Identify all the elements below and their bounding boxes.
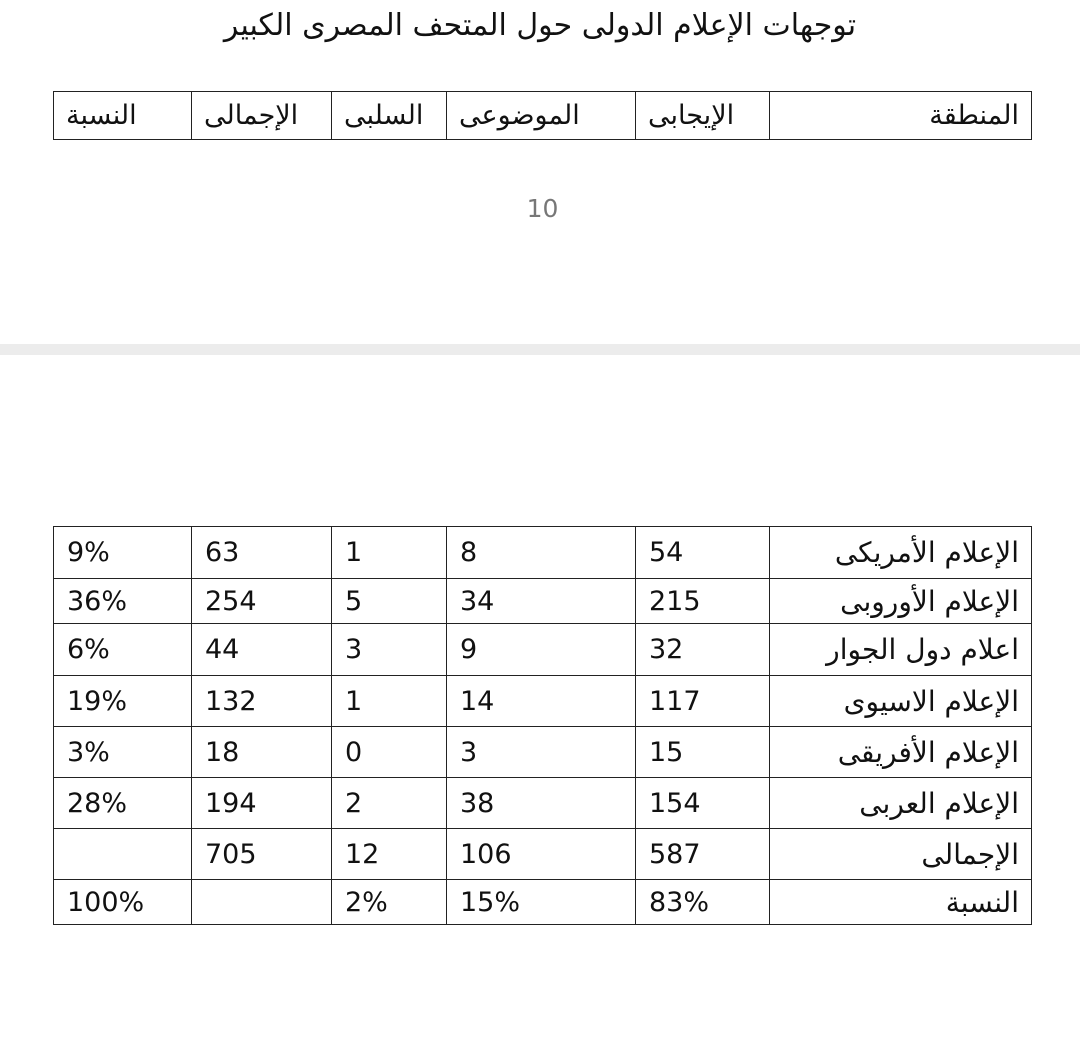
cell-objective: 38	[447, 778, 636, 829]
table-header	[53, 91, 1032, 140]
cell-region: اعلام دول الجوار	[770, 624, 1032, 676]
cell-positive: 32	[636, 624, 770, 676]
document-title: توجهات الإعلام الدولى حول المتحف المصرى الكبير	[223, 8, 857, 43]
cell-negative: 12	[332, 829, 447, 880]
cell-ratio: 6%	[54, 624, 192, 676]
cell-region: الإعلام الأوروبى	[770, 579, 1032, 624]
cell-ratio: 3%	[54, 727, 192, 778]
cell-ratio	[54, 829, 192, 880]
cell-total: 18	[192, 727, 332, 778]
cell-total: 194	[192, 778, 332, 829]
cell-total: 705	[192, 829, 332, 880]
cell-objective: 34	[447, 579, 636, 624]
cell-positive: 154	[636, 778, 770, 829]
table-row	[54, 527, 1032, 579]
table-row	[54, 579, 1032, 624]
cell-negative: 3	[332, 624, 447, 676]
cell-objective: 3	[447, 727, 636, 778]
cell-ratio: 19%	[54, 676, 192, 727]
cell-ratio: 100%	[54, 880, 192, 925]
cell-objective: 15%	[447, 880, 636, 925]
cell-positive: 215	[636, 579, 770, 624]
cell-negative: 2%	[332, 880, 447, 925]
cell-region: الإجمالى	[770, 829, 1032, 880]
cell-ratio: 36%	[54, 579, 192, 624]
page-break	[0, 344, 1080, 355]
cell-ratio: 28%	[54, 778, 192, 829]
cell-objective: 9	[447, 624, 636, 676]
header-ratio: النسبة	[54, 92, 192, 140]
cell-negative: 5	[332, 579, 447, 624]
header-positive: الإيجابى	[636, 92, 770, 140]
cell-objective: 106	[447, 829, 636, 880]
ratio-row	[54, 880, 1032, 925]
cell-negative: 0	[332, 727, 447, 778]
header-total: الإجمالى	[192, 92, 332, 140]
cell-total: 254	[192, 579, 332, 624]
cell-region: الإعلام الأفريقى	[770, 727, 1032, 778]
table-row	[54, 727, 1032, 778]
page-number: 10	[526, 194, 559, 223]
cell-region: الإعلام الاسيوى	[770, 676, 1032, 727]
cell-positive: 15	[636, 727, 770, 778]
cell-total: 63	[192, 527, 332, 579]
cell-objective: 8	[447, 527, 636, 579]
cell-negative: 1	[332, 676, 447, 727]
cell-total: 44	[192, 624, 332, 676]
cell-positive: 83%	[636, 880, 770, 925]
table-row	[54, 778, 1032, 829]
data-table	[53, 526, 1032, 925]
cell-total: 132	[192, 676, 332, 727]
cell-positive: 587	[636, 829, 770, 880]
header-region: المنطقة	[770, 92, 1032, 140]
cell-region: الإعلام الأمريكى	[770, 527, 1032, 579]
header-row	[54, 92, 1032, 140]
table-row	[54, 624, 1032, 676]
table-row	[54, 676, 1032, 727]
cell-region: النسبة	[770, 880, 1032, 925]
header-objective: الموضوعى	[447, 92, 636, 140]
cell-positive: 117	[636, 676, 770, 727]
totals-row	[54, 829, 1032, 880]
cell-negative: 2	[332, 778, 447, 829]
cell-ratio: 9%	[54, 527, 192, 579]
cell-region: الإعلام العربى	[770, 778, 1032, 829]
cell-negative: 1	[332, 527, 447, 579]
cell-positive: 54	[636, 527, 770, 579]
cell-objective: 14	[447, 676, 636, 727]
cell-total	[192, 880, 332, 925]
header-negative: السلبى	[332, 92, 447, 140]
